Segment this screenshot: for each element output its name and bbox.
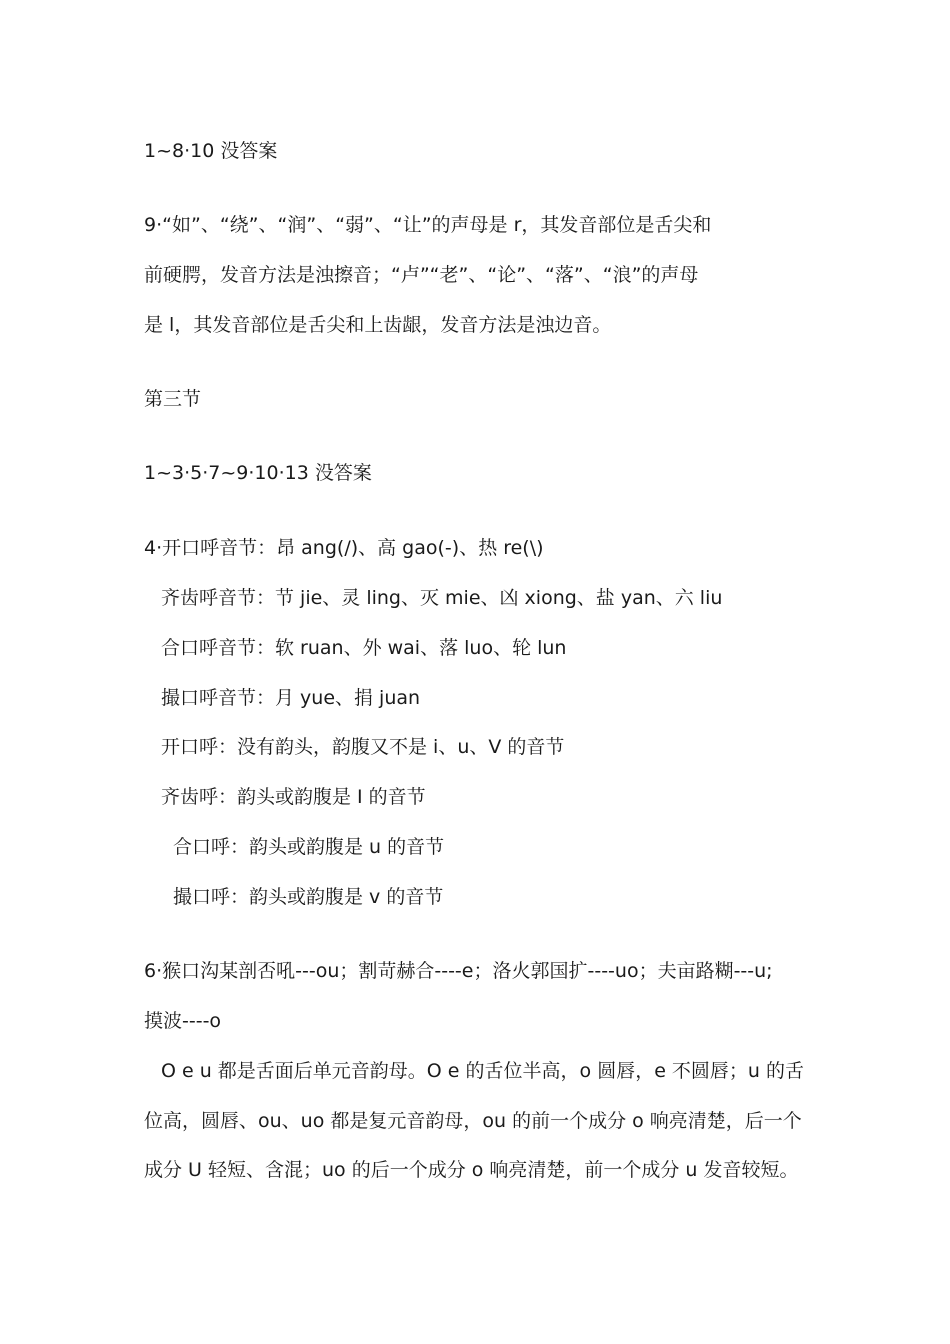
q4-line-4: 撮口呼音节：月 yue、捐 juan bbox=[161, 687, 421, 709]
q9-line-3: 是 l，其发音部位是舌尖和上齿龈，发音方法是浊边音。 bbox=[144, 314, 612, 336]
q6-line-3: O e u 都是舌面后单元音韵母。O e 的舌位半高，o 圆唇，e 不圆唇；u 的舌 bbox=[161, 1060, 805, 1082]
q6-line-1: 6·猴口沟某剖否吼---ou；割苛赫合----e；洛火郭国扩----uo；夫亩路糊---u; bbox=[144, 960, 773, 982]
q9-line-2: 前硬腭，发音方法是浊擦音；“卢”“老”、“论”、“落”、“浪”的声母 bbox=[144, 264, 699, 286]
q4-line-3: 合口呼音节：软 ruan、外 wai、落 luo、轮 lun bbox=[161, 637, 567, 659]
q4-line-8: 撮口呼：韵头或韵腹是 v 的音节 bbox=[173, 886, 444, 908]
q6-line-5: 成分 U 轻短、含混；uo 的后一个成分 o 响亮清楚，前一个成分 u 发音较短。 bbox=[144, 1159, 799, 1181]
q6-line-4: 位高，圆唇、ou、uo 都是复元音韵母，ou 的前一个成分 o 响亮清楚，后一个 bbox=[144, 1110, 802, 1132]
q4-line-2: 齐齿呼音节：节 jie、灵 ling、灭 mie、凶 xiong、盐 yan、六 liu bbox=[161, 587, 723, 609]
section3-note: 1~3·5·7~9·10·13 没答案 bbox=[144, 462, 372, 484]
q4-line-7: 合口呼：韵头或韵腹是 u 的音节 bbox=[173, 836, 445, 858]
q6-line-2: 摸波----o bbox=[144, 1010, 222, 1032]
q4-line-5: 开口呼：没有韵头，韵腹又不是 i、u、V 的音节 bbox=[161, 736, 565, 758]
q4-line-6: 齐齿呼：韵头或韵腹是 I 的音节 bbox=[161, 786, 426, 808]
q4-line-1: 4·开口呼音节：昂 ang(/)、高 gao(-)、热 re(\) bbox=[144, 537, 544, 559]
section2-note: 1~8·10 没答案 bbox=[144, 140, 278, 162]
section3-title: 第三节 bbox=[144, 388, 202, 410]
q9-line-1: 9·“如”、“绕”、“润”、“弱”、“让”的声母是 r，其发音部位是舌尖和 bbox=[144, 214, 712, 236]
